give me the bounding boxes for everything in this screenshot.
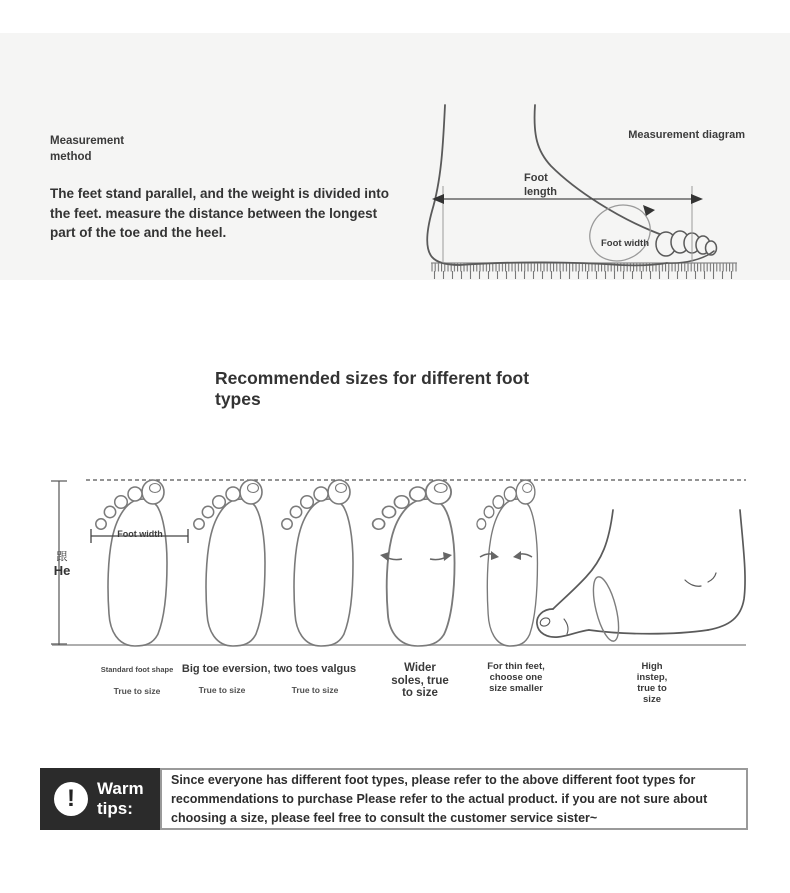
ruler-icon bbox=[431, 263, 737, 279]
instep-girth-ellipse bbox=[588, 575, 623, 644]
foot-width-ellipse bbox=[580, 195, 660, 272]
foot-valgus-right bbox=[282, 480, 353, 646]
foot-thin bbox=[477, 480, 538, 646]
measurement-diagram-title: Measurement diagram bbox=[628, 129, 745, 141]
measurement-section bbox=[0, 33, 790, 280]
warm-tips-text-box bbox=[160, 768, 748, 830]
measurement-heading: Measurement method bbox=[50, 135, 125, 163]
foot-length-label: Foot length bbox=[524, 172, 557, 198]
advice-valgus-right: True to size bbox=[291, 685, 339, 695]
advice-valgus-left: True to size bbox=[198, 685, 246, 695]
axis-label bbox=[44, 549, 80, 577]
caption-high-instep: High instep, true to size bbox=[636, 661, 668, 705]
foot-side-measurement-diagram bbox=[415, 93, 775, 303]
foot-width-label-mid: Foot width bbox=[117, 529, 163, 539]
axis-label-cn: 跟 bbox=[56, 551, 68, 563]
axis-label-en: He bbox=[53, 563, 71, 578]
recommendation-heading: Recommended sizes for different foot types bbox=[215, 368, 530, 409]
foot-wider bbox=[373, 480, 455, 646]
caption-big-toe-eversion: Big toe eversion, two toes valgus bbox=[181, 663, 357, 675]
caption-thin-feet: For thin feet, choose one size smaller bbox=[487, 661, 545, 694]
warm-tips-text: Since everyone has different foot types, please refer to the above different foot types for recommendations to purchase Please refer to the actual product. if you are not sure about choosing a size, please feel free to consult the customer service sister~ bbox=[171, 772, 708, 825]
foot-width-label: Foot width bbox=[601, 238, 650, 249]
caption-wider-soles: Wider soles, true to size bbox=[391, 662, 449, 699]
warm-tips-label-box bbox=[40, 768, 160, 830]
measurement-description: The feet stand parallel, and the weight is divided into the feet. measure the distance between the longest part of the toe and the heel. bbox=[50, 186, 390, 240]
warm-tips-label: Warm tips: bbox=[97, 779, 144, 818]
exclamation-icon: ! bbox=[54, 782, 88, 816]
advice-standard: True to size bbox=[113, 686, 161, 696]
foot-instep-side-view bbox=[537, 510, 745, 643]
caption-standard-foot-shape: Standard foot shape bbox=[100, 665, 174, 674]
foot-types-diagram bbox=[40, 460, 750, 660]
foot-valgus-left bbox=[194, 480, 265, 646]
warm-tips-bar bbox=[40, 768, 748, 830]
foot-standard bbox=[96, 480, 167, 646]
